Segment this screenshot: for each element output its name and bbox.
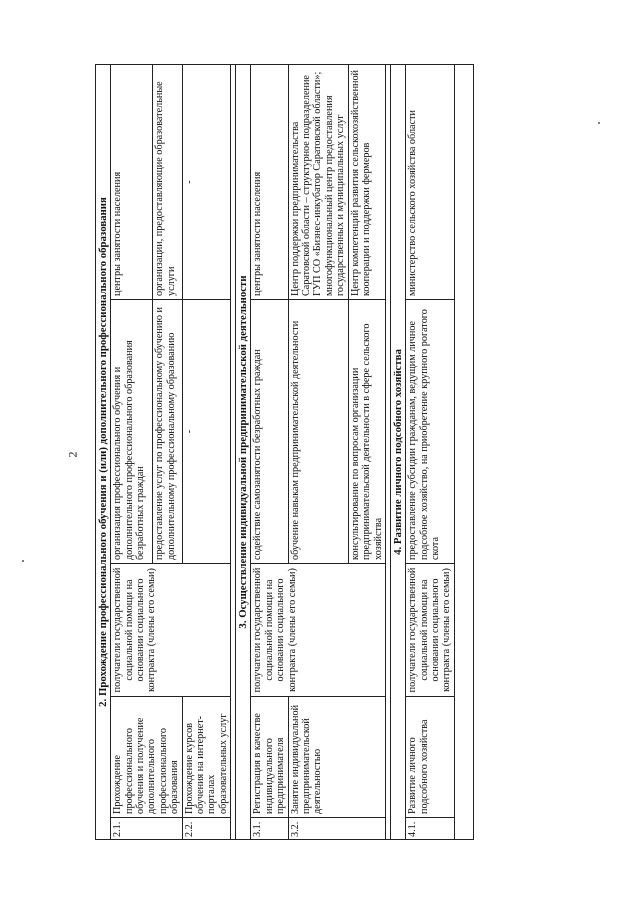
table-container xyxy=(95,65,560,840)
measure-cell: консультирование по вопросам организации предпринимательской деятельности в сфере сельского хозяйства xyxy=(348,300,385,564)
section-heading xyxy=(96,64,111,839)
section-4-title: 4. Развитие личного подсобного хозяйства xyxy=(391,64,406,839)
spacer-row xyxy=(454,64,473,839)
measure-cell: обучение навыкам предпринимательской деятельности xyxy=(288,300,348,564)
measure-cell: - xyxy=(182,300,231,564)
measure-cell: предоставление услуг по профессиональному обучению и дополнительному профессиональному образованию xyxy=(153,300,182,564)
section-heading xyxy=(391,64,406,839)
table-row xyxy=(251,64,288,839)
event-cell: Занятие индивидуальной предпринимательской деятельностью xyxy=(288,697,385,818)
measure-cell: организация профессионального обучения и дополнительного профессионального образования безработных граждан xyxy=(111,300,153,564)
measure-cell: содействие самозанятости безработных граждан xyxy=(251,300,288,564)
section-3-title: 3. Осуществление индивидуальной предпринимательской деятельности xyxy=(236,64,251,839)
executor-cell: центры занятости населения xyxy=(251,64,288,299)
event-cell: Прохождение профессионального обучения и получение дополнительного профессионального образования xyxy=(111,697,183,818)
section-heading xyxy=(236,64,251,839)
row-number: 2.1. xyxy=(111,818,183,840)
executor-cell: - xyxy=(182,64,231,299)
executor-cell: организации, предоставляющие образовательные услуги xyxy=(153,64,182,299)
page-number: 2 xyxy=(65,451,80,458)
executor-cell: Центр компетенций развития сельскохозяйственной кооперации и поддержки фермеров xyxy=(348,64,385,299)
recipients-cell: получатели государственной социальной помощи на основании социального контракта (члены его семьи) xyxy=(111,564,231,697)
executor-cell: центры занятости населения xyxy=(111,64,153,299)
scan-speck xyxy=(598,122,600,124)
table-row xyxy=(288,64,348,839)
recipients-cell: получатели государственной социальной помощи на основании социального контракта (члены его семьи) xyxy=(251,564,386,697)
table-row xyxy=(182,64,231,839)
measures-table xyxy=(95,64,474,840)
row-number: 3.1. xyxy=(251,818,288,840)
event-cell: Регистрация в качестве индивидуального предпринимателя xyxy=(251,697,288,818)
row-number: 2.2. xyxy=(182,818,231,840)
row-number: 4.1. xyxy=(406,818,455,840)
executor-cell: Центр поддержки предпринимательства Саратовской области – структурное подразделение ГУП СО «Бизнес-инкубатор Саратовской области»; многофункциональный центр предоставления государственных и муниципальных услуг xyxy=(288,64,348,299)
recipients-cell: получатели государственной социальной помощи на основании социального контракта (члены его семьи) xyxy=(406,564,455,697)
event-cell: Прохождение курсов обучения на интернет-порталах образовательных услуг xyxy=(182,697,231,818)
executor-cell: министерство сельского хозяйства области xyxy=(406,64,455,299)
event-cell: Развитие личного подсобного хозяйства xyxy=(406,697,455,818)
measure-cell: предоставление субсидии гражданам, ведущим личное подсобное хозяйство, на приобретение крупного рогатого скота xyxy=(406,300,455,564)
row-number: 3.2. xyxy=(288,818,385,840)
section-2-title: 2. Прохождение профессионального обучения и (или) дополнительного профессионального образования xyxy=(96,64,111,839)
table-row xyxy=(111,64,153,839)
scan-speck xyxy=(22,560,24,562)
table-row xyxy=(406,64,455,839)
rotated-page xyxy=(95,65,560,840)
